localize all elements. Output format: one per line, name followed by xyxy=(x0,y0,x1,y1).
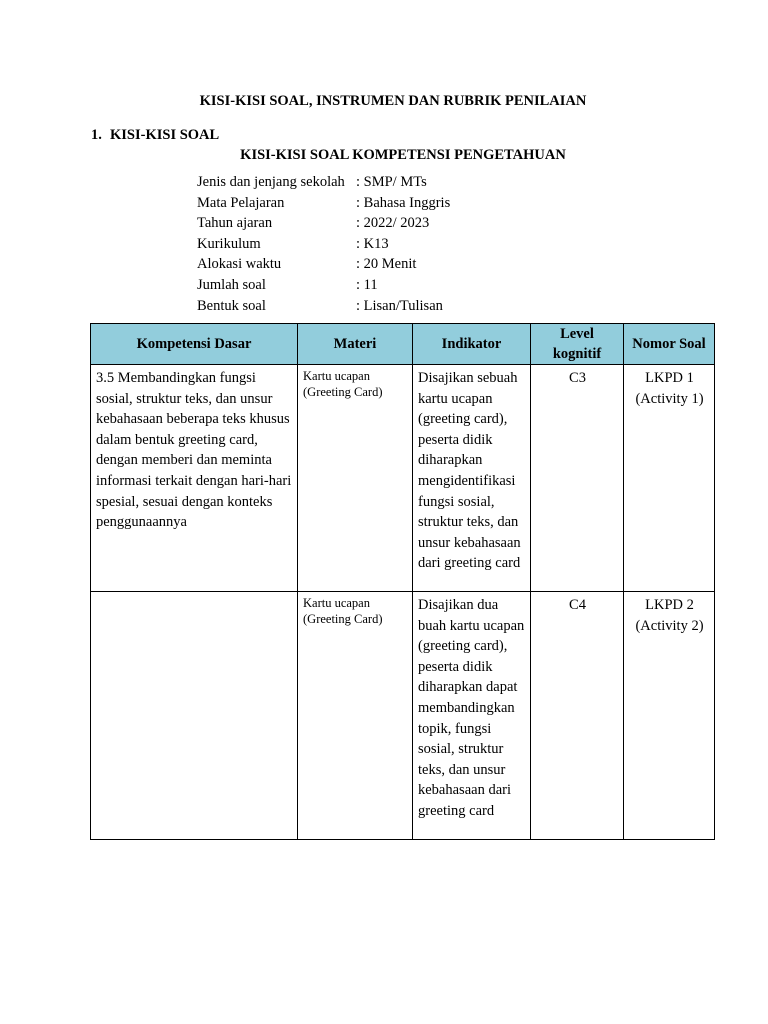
cell-level-kognitif: C4 xyxy=(531,592,624,840)
info-row xyxy=(197,234,450,255)
sub-title: KISI-KISI SOAL KOMPETENSI PENGETAHUAN xyxy=(240,147,566,163)
info-row xyxy=(197,254,450,275)
info-label: Bentuk soal xyxy=(197,297,266,314)
info-value: : SMP/ MTs xyxy=(356,174,427,190)
table-row xyxy=(91,592,715,840)
info-label: Kurikulum xyxy=(197,235,261,252)
info-row xyxy=(197,172,450,193)
info-value: : 11 xyxy=(356,276,378,293)
info-value: : Lisan/Tulisan xyxy=(356,297,443,314)
header-materi: Materi xyxy=(298,324,413,365)
cell-indikator: Disajikan dua buah kartu ucapan (greeting card), peserta didik diharapkan dapat membandingkan topik, fungsi sosial, struktur teks, dan unsur kebahasaan dari greeting card xyxy=(413,592,531,840)
cell-kompetensi-dasar xyxy=(91,592,298,840)
cell-materi: Kartu ucapan (Greeting Card) xyxy=(298,592,413,840)
info-block xyxy=(197,172,450,316)
header-kompetensi-dasar: Kompetensi Dasar xyxy=(91,324,298,365)
info-value: : Bahasa Inggris xyxy=(356,194,451,211)
info-label: Jumlah soal xyxy=(197,276,266,293)
info-label: Mata Pelajaran xyxy=(197,194,285,211)
header-level-kognitif: Level kognitif xyxy=(531,324,624,365)
info-row xyxy=(197,213,450,234)
kisi-kisi-table xyxy=(90,323,715,840)
table-header-row xyxy=(91,324,715,365)
info-label: Jenis dan jenjang sekolah xyxy=(197,174,345,190)
cell-kompetensi-dasar: 3.5 Membandingkan fungsi sosial, struktur teks, dan unsur kebahasaan beberapa teks khusus dalam bentuk greeting card, dengan memberi dan meminta informasi terkait dengan hari-hari spesial, sesuai dengan konteks penggunaannya xyxy=(91,365,298,592)
info-row xyxy=(197,193,450,214)
info-row xyxy=(197,296,450,317)
cell-nomor-soal: LKPD 1 (Activity 1) xyxy=(624,365,715,592)
info-value: : 2022/ 2023 xyxy=(356,215,430,232)
cell-indikator: Disajikan sebuah kartu ucapan (greeting card), peserta didik diharapkan mengidentifikasi fungsi sosial, struktur teks, dan unsur kebahasaan dari greeting card xyxy=(413,365,531,592)
section-heading xyxy=(91,127,219,144)
info-value: : K13 xyxy=(356,235,389,252)
info-label: Tahun ajaran xyxy=(197,215,273,232)
section-label: KISI-KISI SOAL xyxy=(110,127,220,143)
info-row xyxy=(197,275,450,296)
cell-materi: Kartu ucapan (Greeting Card) xyxy=(298,365,413,592)
info-value: : 20 Menit xyxy=(356,256,417,273)
cell-level-kognitif: C3 xyxy=(531,365,624,592)
header-nomor-soal: Nomor Soal xyxy=(624,324,715,365)
header-indikator: Indikator xyxy=(413,324,531,365)
info-label: Alokasi waktu xyxy=(197,256,282,273)
section-number: 1. xyxy=(91,127,102,143)
document-title: KISI-KISI SOAL, INSTRUMEN DAN RUBRIK PENILAIAN xyxy=(199,93,587,109)
table-row xyxy=(91,365,715,592)
cell-nomor-soal: LKPD 2 (Activity 2) xyxy=(624,592,715,840)
